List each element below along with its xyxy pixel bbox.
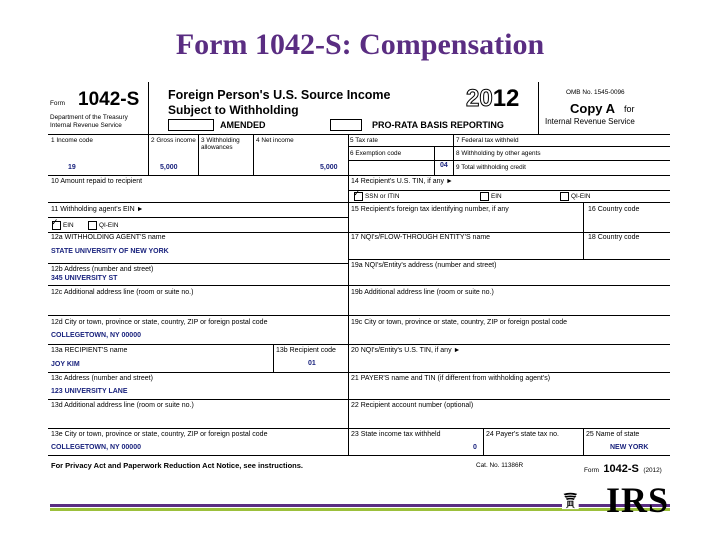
- ssn-check-mark: ✓: [353, 188, 361, 198]
- box16-label: 16 Country code: [588, 206, 640, 213]
- copy-irs: Internal Revenue Service: [545, 117, 635, 126]
- box14-label: 14 Recipient's U.S. TIN, if any ►: [351, 178, 453, 185]
- copy-a: Copy A: [570, 101, 616, 116]
- ein-check-mark: ✓: [51, 217, 59, 227]
- form-number: 1042-S: [78, 89, 140, 110]
- amended-checkbox[interactable]: [168, 119, 214, 131]
- box19a-label: 19a NQI's/Entity's address (number and street): [351, 262, 497, 269]
- irs-logo-text: IRS: [606, 480, 670, 520]
- ein2-checkbox[interactable]: [480, 192, 489, 201]
- box13e-label: 13e City or town, province or state, country, ZIP or foreign postal code: [51, 431, 268, 438]
- catalog-number: Cat. No. 11386R: [476, 462, 524, 469]
- box1-value[interactable]: 19: [68, 164, 76, 171]
- box24-label: 24 Payer's state tax no.: [486, 431, 559, 438]
- box23-value[interactable]: 0: [473, 444, 477, 451]
- box23-label: 23 State income tax withheld: [351, 431, 441, 438]
- box13c-value[interactable]: 123 UNIVERSITY LANE: [51, 388, 128, 395]
- privacy-notice: For Privacy Act and Paperwork Reduction Act Notice, see instructions.: [51, 461, 304, 470]
- box17-label: 17 NQI's/FLOW-THROUGH ENTITY'S name: [351, 234, 491, 241]
- footer-form-word: Form: [584, 467, 599, 474]
- box12d-value[interactable]: COLLEGETOWN, NY 00000: [51, 332, 141, 339]
- box6-value[interactable]: 04: [440, 162, 448, 169]
- box13a-label: 13a RECIPIENT'S name: [51, 347, 128, 354]
- box12a-value[interactable]: STATE UNIVERSITY OF NEW YORK: [51, 248, 169, 255]
- box20-label: 20 NQI's/Entity's U.S. TIN, if any ►: [351, 347, 461, 354]
- box4-value[interactable]: 5,000: [320, 164, 338, 171]
- box10-label: 10 Amount repaid to recipient: [51, 178, 143, 185]
- form-year: [466, 85, 519, 113]
- box12d-label: 12d City or town, province or state, country, ZIP or foreign postal code: [51, 319, 268, 326]
- footer-form-year: (2012): [643, 467, 662, 474]
- box4-label: 4 Net income: [256, 137, 294, 144]
- omb-number: OMB No. 1545-0096: [566, 89, 625, 96]
- box18-label: 18 Country code: [588, 234, 640, 241]
- qiein-checkbox[interactable]: [88, 221, 97, 230]
- form-1042s: [48, 82, 670, 474]
- box19b-label: 19b Additional address line (room or suite no.): [351, 289, 494, 296]
- box12c-label: 12c Additional address line (room or suite no.): [51, 289, 194, 296]
- box13d-label: 13d Additional address line (room or suite no.): [51, 402, 194, 409]
- box8-label: 8 Withholding by other agents: [456, 150, 541, 157]
- form-word: Form: [50, 100, 65, 107]
- box2-label: 2 Gross income: [151, 137, 196, 144]
- box7-label: 7 Federal tax withheld: [456, 137, 519, 144]
- box6-label: 6 Exemption code: [350, 150, 402, 157]
- ein-label: EIN: [63, 222, 74, 229]
- box9-label: 9 Total withholding credit: [456, 164, 526, 171]
- ein2-label: EIN: [491, 193, 502, 200]
- qiein2-label: QI-EIN: [571, 193, 591, 200]
- form-title-line1: Foreign Person's U.S. Source Income: [168, 88, 391, 102]
- box13a-value[interactable]: JOY KIM: [51, 361, 80, 368]
- copy-for: for: [624, 104, 635, 114]
- qiein2-checkbox[interactable]: [560, 192, 569, 201]
- box11-label: 11 Withholding agent's EIN ►: [51, 206, 144, 213]
- year-suffix: 12: [492, 85, 520, 112]
- prorata-checkbox[interactable]: [330, 119, 362, 131]
- box5-label: 5 Tax rate: [350, 137, 378, 144]
- prorata-label: PRO-RATA BASIS REPORTING: [372, 120, 504, 130]
- box21-label: 21 PAYER'S name and TIN (if different from withholding agent's): [351, 375, 551, 382]
- footer-form-id: [584, 459, 662, 477]
- box12b-value[interactable]: 345 UNIVERSITY ST: [51, 275, 118, 282]
- box25-label: 25 Name of state: [586, 431, 640, 438]
- box13c-label: 13c Address (number and street): [51, 375, 153, 382]
- irs-line: Internal Revenue Service: [50, 122, 122, 129]
- slide-title: Form 1042-S: Compensation: [175, 28, 545, 61]
- irs-eagle-icon: [562, 476, 606, 524]
- box13b-value[interactable]: 01: [308, 360, 316, 367]
- ssn-label: SSN or ITIN: [365, 193, 400, 200]
- box15-label: 15 Recipient's foreign tax identifying number, if any: [351, 206, 509, 213]
- box12b-label: 12b Address (number and street): [51, 266, 154, 273]
- box13e-value[interactable]: COLLEGETOWN, NY 00000: [51, 444, 141, 451]
- box12a-label: 12a WITHHOLDING AGENT'S name: [51, 234, 166, 241]
- department: Department of the Treasury: [50, 114, 128, 121]
- amended-label: AMENDED: [220, 120, 266, 130]
- box1-label: 1 Income code: [51, 137, 93, 144]
- box3-label: 3 Withholding allowances: [201, 137, 240, 151]
- qiein-label: QI-EIN: [99, 222, 119, 229]
- form-title-line2: Subject to Withholding: [168, 103, 299, 117]
- year-prefix: 20: [466, 85, 493, 112]
- box19c-label: 19c City or town, province or state, country, ZIP or foreign postal code: [351, 319, 568, 326]
- footer-form-number: 1042-S: [603, 463, 639, 475]
- box22-label: 22 Recipient account number (optional): [351, 402, 474, 409]
- box25-value[interactable]: NEW YORK: [610, 444, 649, 451]
- box2-value[interactable]: 5,000: [160, 164, 178, 171]
- box13b-label: 13b Recipient code: [276, 347, 336, 354]
